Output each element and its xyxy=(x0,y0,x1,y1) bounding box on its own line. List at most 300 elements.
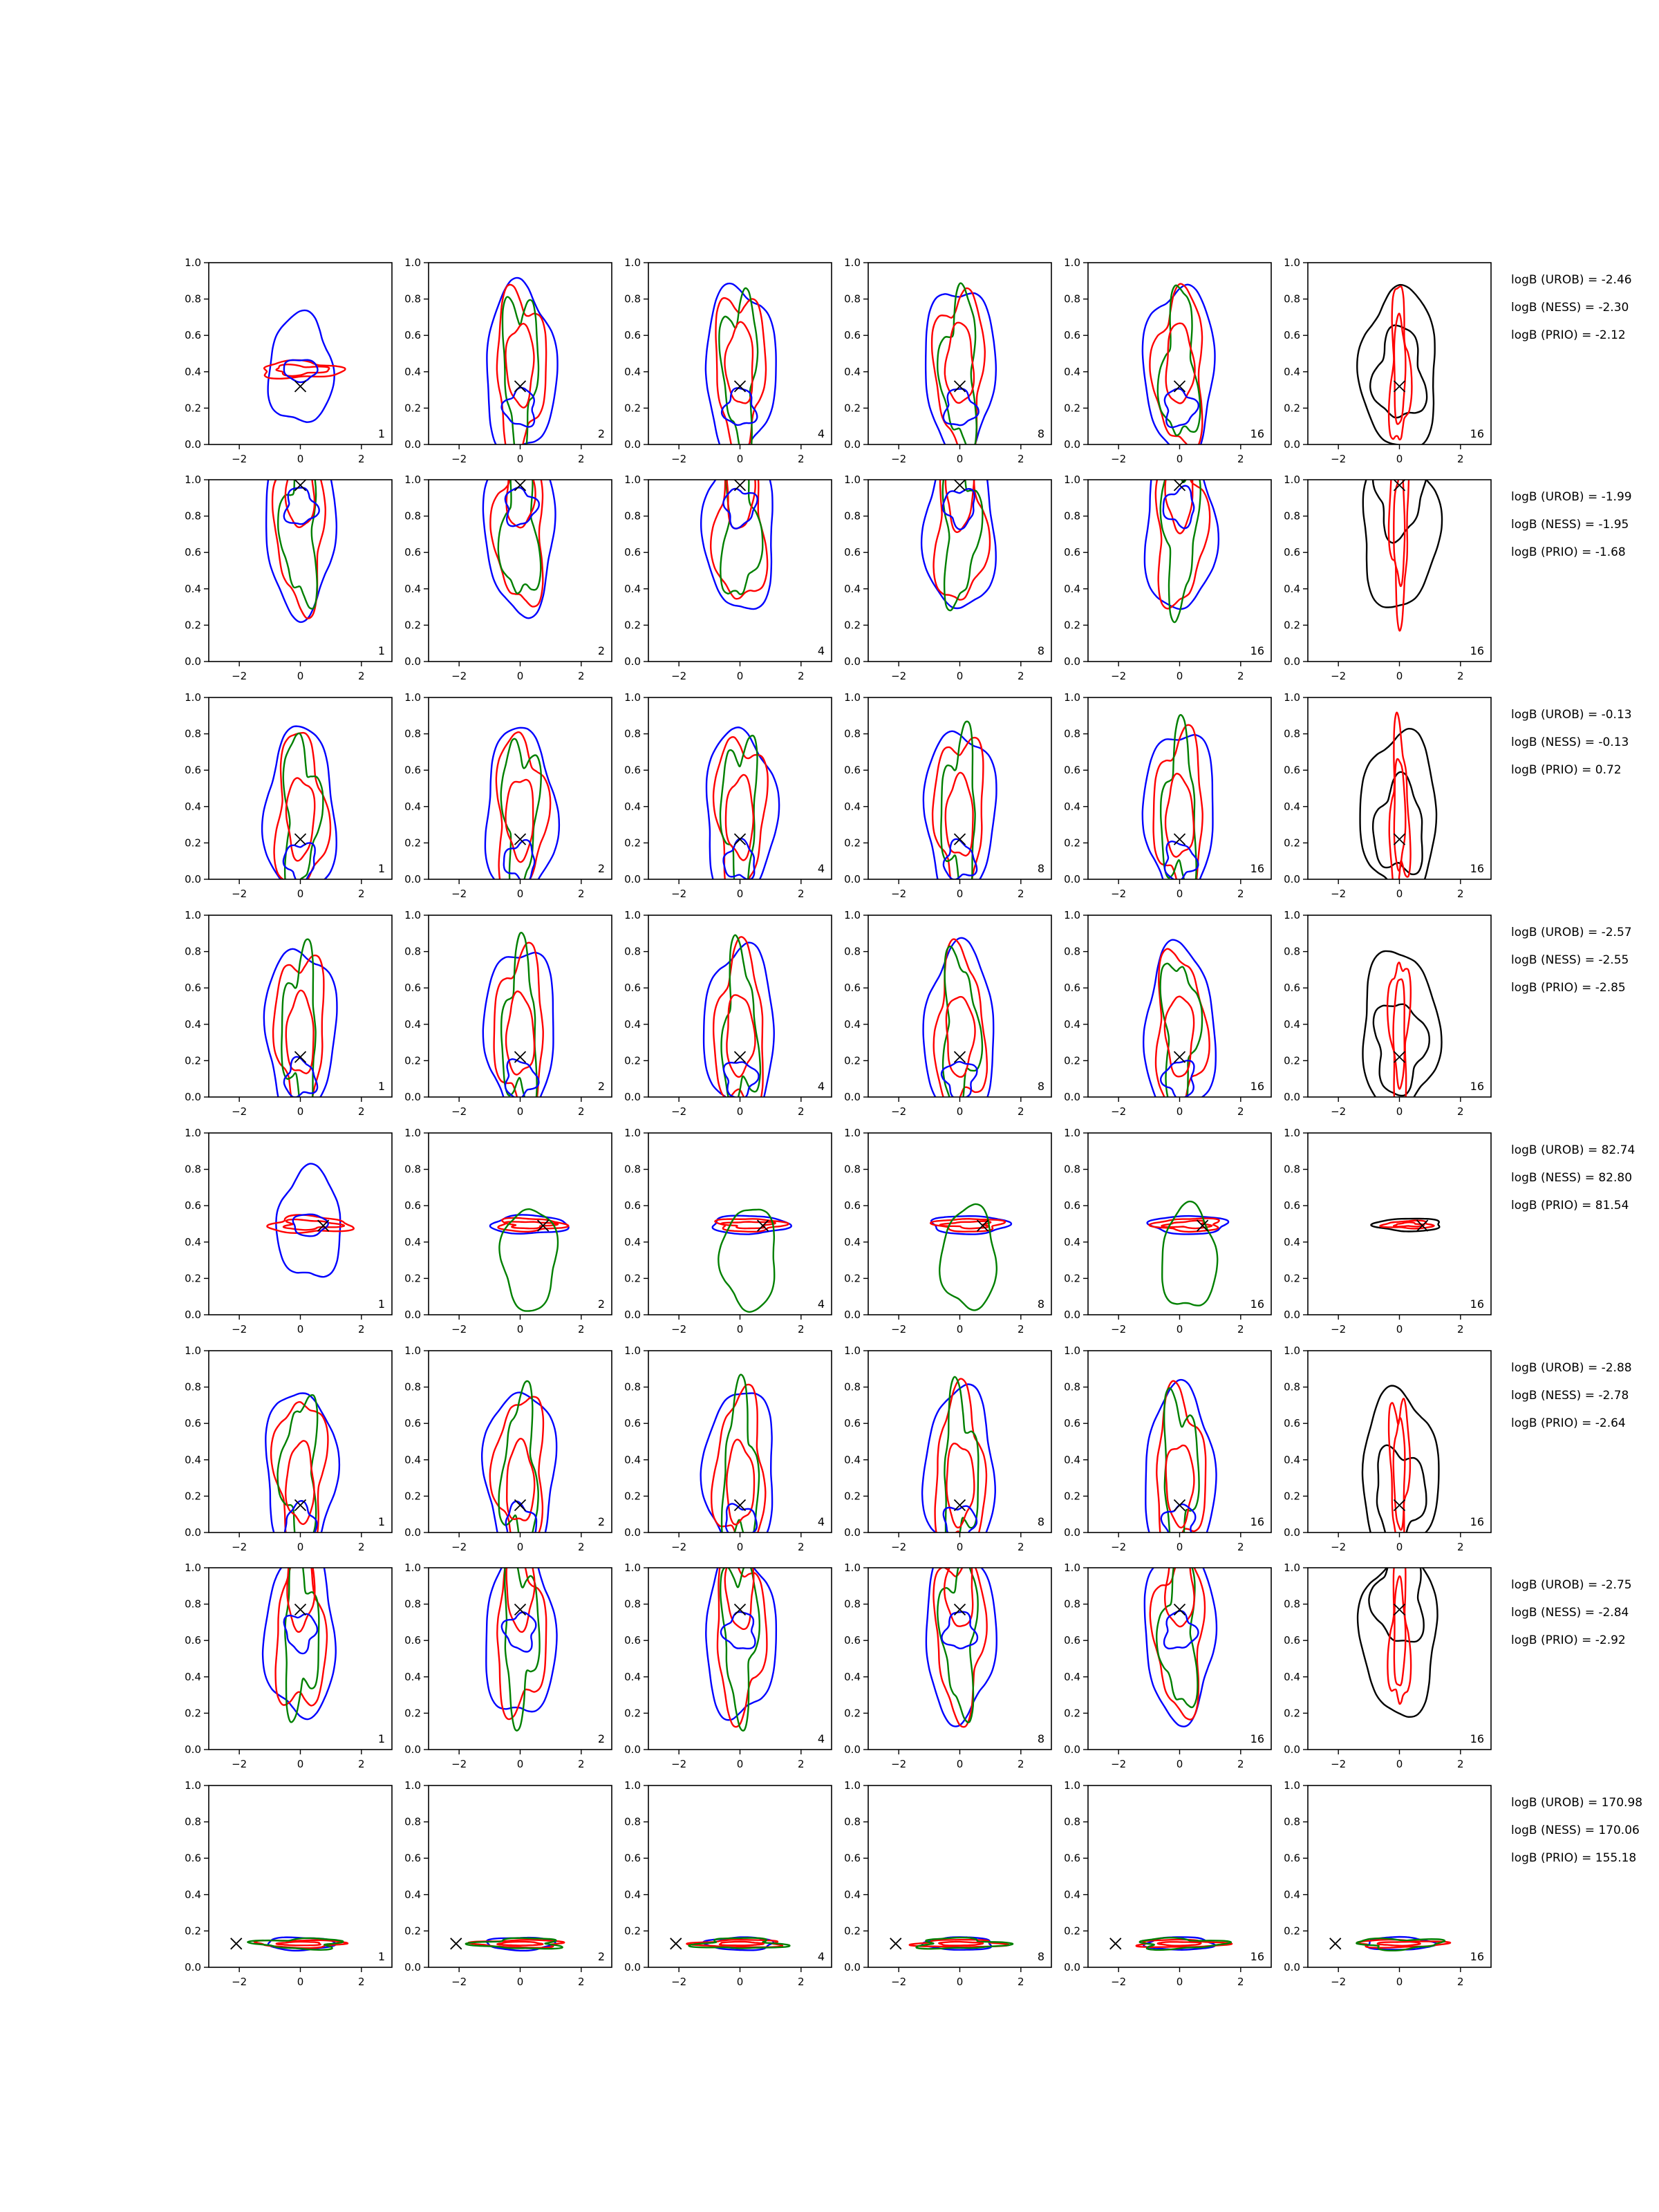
y-tick-label: 0.6 xyxy=(404,982,421,995)
y-tick-label: 0.4 xyxy=(1064,365,1080,378)
y-tick-label: 0.2 xyxy=(185,1272,201,1285)
y-tick-label: 0.6 xyxy=(624,1199,641,1212)
subplot-corner-label: 16 xyxy=(1250,1950,1264,1963)
x-tick-label: 2 xyxy=(358,888,365,900)
logB-annotation: logB (NESS) = 82.80 xyxy=(1511,1171,1633,1185)
y-tick-label: 0.4 xyxy=(1064,1018,1080,1031)
subplot-r8-c4 xyxy=(844,1779,1051,1988)
x-tick-label: 0 xyxy=(956,1105,964,1118)
contour-set xyxy=(1136,1937,1232,1950)
axes-frame xyxy=(209,1568,392,1750)
x-tick-label: −2 xyxy=(891,888,907,900)
y-tick-label: 0.8 xyxy=(404,1815,421,1828)
y-tick-label: 0.8 xyxy=(624,945,641,958)
y-tick-label: 0.2 xyxy=(404,619,421,632)
y-tick-label: 0.2 xyxy=(1284,402,1300,415)
contour-level xyxy=(284,1614,317,1653)
y-tick-label: 0.0 xyxy=(624,1309,641,1321)
y-tick-label: 0.2 xyxy=(844,1490,861,1503)
axes-frame xyxy=(868,263,1051,444)
y-tick-label: 0.2 xyxy=(1064,1924,1080,1938)
x-tick-label: −2 xyxy=(891,1976,907,1988)
y-tick-label: 0.0 xyxy=(844,1091,861,1103)
subplot-r3-c3 xyxy=(624,691,832,912)
y-tick-label: 0.8 xyxy=(1064,945,1080,958)
subplot-r8-c1 xyxy=(185,1779,392,1988)
y-tick-label: 0.2 xyxy=(844,1924,861,1938)
y-tick-label: 0.0 xyxy=(1064,1309,1080,1321)
y-tick-label: 0.6 xyxy=(1064,329,1080,342)
contour-level xyxy=(497,1942,543,1945)
contour-level xyxy=(715,298,766,465)
y-tick-label: 0.6 xyxy=(1064,1852,1080,1865)
x-tick-label: 0 xyxy=(956,1541,964,1553)
contour-set xyxy=(921,440,996,610)
x-tick-label: 0 xyxy=(1176,453,1183,465)
subplot-corner-label: 16 xyxy=(1470,1080,1484,1093)
subplot-r8-c5 xyxy=(1064,1779,1271,1988)
x-tick-label: 0 xyxy=(956,1976,964,1988)
x-tick-label: −2 xyxy=(671,1758,687,1770)
subplot-corner-label: 16 xyxy=(1470,644,1484,657)
x-tick-label: 2 xyxy=(1457,1323,1464,1335)
subplot-r1-c5 xyxy=(1064,256,1271,465)
y-tick-label: 1.0 xyxy=(624,909,641,921)
x-tick-label: −2 xyxy=(1331,1541,1347,1553)
axes-frame xyxy=(1088,480,1271,662)
contour-set xyxy=(264,310,345,422)
y-tick-label: 0.4 xyxy=(185,582,201,595)
x-tick-label: 2 xyxy=(1237,888,1244,900)
y-tick-label: 0.8 xyxy=(185,1815,201,1828)
x-tick-label: 2 xyxy=(358,1976,365,1988)
y-tick-label: 0.2 xyxy=(624,836,641,850)
axes-frame xyxy=(429,480,612,662)
y-tick-label: 0.2 xyxy=(185,1707,201,1720)
subplot-corner-label: 2 xyxy=(597,1297,605,1311)
y-tick-label: 0.2 xyxy=(624,1054,641,1067)
y-tick-label: 0.6 xyxy=(844,1852,861,1865)
y-tick-label: 0.8 xyxy=(624,727,641,740)
y-tick-label: 0.4 xyxy=(1284,1670,1300,1683)
y-tick-label: 1.0 xyxy=(624,256,641,269)
x-tick-label: −2 xyxy=(232,888,247,900)
contour-level xyxy=(485,728,559,895)
y-tick-label: 0.4 xyxy=(185,365,201,378)
contour-set xyxy=(706,727,779,912)
contour-set xyxy=(267,1163,353,1277)
y-tick-label: 1.0 xyxy=(185,909,201,921)
y-tick-label: 0.6 xyxy=(1064,1417,1080,1430)
y-tick-label: 0.8 xyxy=(185,292,201,306)
subplot-corner-label: 4 xyxy=(817,1080,825,1093)
y-tick-label: 0.4 xyxy=(1284,1453,1300,1466)
axes-frame xyxy=(868,1568,1051,1750)
contour-level xyxy=(499,1209,558,1311)
y-tick-label: 0.2 xyxy=(185,1924,201,1938)
contour-set xyxy=(924,938,994,1114)
y-tick-label: 0.6 xyxy=(1064,546,1080,559)
logB-annotation: logB (PRIO) = 0.72 xyxy=(1511,763,1622,777)
y-tick-label: 0.2 xyxy=(404,1707,421,1720)
x-tick-label: 0 xyxy=(297,1541,304,1553)
contour-level xyxy=(274,733,330,885)
contour-level xyxy=(1394,1576,1405,1685)
x-tick-label: 0 xyxy=(1396,1105,1403,1118)
subplot-r7-c5 xyxy=(1064,1546,1271,1770)
y-tick-label: 0.2 xyxy=(1064,1272,1080,1285)
subplot-corner-label: 1 xyxy=(377,1732,385,1745)
y-tick-label: 0.8 xyxy=(1064,292,1080,306)
y-tick-label: 0.0 xyxy=(1064,873,1080,885)
y-tick-label: 1.0 xyxy=(1284,1127,1300,1139)
subplot-corner-label: 8 xyxy=(1037,427,1044,440)
subplot-r4-c2 xyxy=(404,909,612,1125)
x-tick-label: 0 xyxy=(736,888,744,900)
x-tick-label: 2 xyxy=(1457,888,1464,900)
axes-frame xyxy=(1088,697,1271,879)
y-tick-label: 0.6 xyxy=(1284,1199,1300,1212)
x-tick-label: −2 xyxy=(891,1105,907,1118)
y-tick-label: 0.8 xyxy=(624,1597,641,1611)
logB-annotation: logB (UROB) = -1.99 xyxy=(1511,490,1632,504)
x-tick-label: 2 xyxy=(578,1105,585,1118)
contour-level xyxy=(1373,772,1422,874)
axes-frame xyxy=(429,263,612,444)
y-tick-label: 0.2 xyxy=(404,1054,421,1067)
axes-frame xyxy=(209,697,392,879)
x-tick-label: 2 xyxy=(1018,1323,1024,1335)
subplot-corner-label: 8 xyxy=(1037,1515,1044,1528)
y-tick-label: 1.0 xyxy=(1284,256,1300,269)
contour-level xyxy=(283,733,324,897)
subplot-r1-c2 xyxy=(404,256,612,470)
contour-level xyxy=(276,1942,321,1945)
subplot-r1-c3 xyxy=(624,256,832,465)
subplot-corner-label: 8 xyxy=(1037,1297,1044,1311)
y-tick-label: 0.4 xyxy=(844,800,861,813)
logB-annotation: logB (NESS) = -0.13 xyxy=(1511,735,1629,749)
x-tick-label: 2 xyxy=(358,1105,365,1118)
contour-set xyxy=(1362,951,1441,1117)
y-tick-label: 0.0 xyxy=(624,1091,641,1103)
y-tick-label: 0.4 xyxy=(185,1018,201,1031)
y-tick-label: 0.4 xyxy=(404,800,421,813)
contour-level xyxy=(946,1443,974,1528)
x-tick-label: 0 xyxy=(1396,1758,1403,1770)
y-tick-label: 0.8 xyxy=(844,1815,861,1828)
y-tick-label: 0.0 xyxy=(1284,873,1300,885)
true-value-marker xyxy=(955,1604,966,1615)
true-value-marker xyxy=(231,1938,242,1949)
x-tick-label: −2 xyxy=(451,1976,467,1988)
y-tick-label: 1.0 xyxy=(624,1779,641,1792)
y-tick-label: 0.0 xyxy=(1284,1309,1300,1321)
y-tick-label: 0.8 xyxy=(624,1815,641,1828)
y-tick-label: 0.8 xyxy=(1064,1597,1080,1611)
contour-level xyxy=(262,727,337,894)
x-tick-label: 0 xyxy=(1176,1105,1183,1118)
logB-annotation: logB (UROB) = -2.57 xyxy=(1511,926,1632,939)
y-tick-label: 1.0 xyxy=(624,474,641,486)
y-tick-label: 1.0 xyxy=(844,1779,861,1792)
y-tick-label: 0.6 xyxy=(1284,329,1300,342)
y-tick-label: 1.0 xyxy=(185,1127,201,1139)
contour-set xyxy=(1143,284,1215,460)
contour-level xyxy=(501,739,541,908)
x-tick-label: 2 xyxy=(578,1541,585,1553)
x-tick-label: 2 xyxy=(798,1541,805,1553)
y-tick-label: 0.6 xyxy=(185,329,201,342)
contour-set xyxy=(922,1377,995,1562)
axes-frame xyxy=(429,697,612,879)
subplot-r3-c4 xyxy=(844,691,1051,908)
y-tick-label: 0.2 xyxy=(404,1272,421,1285)
subplot-corner-label: 16 xyxy=(1250,427,1264,440)
subplot-r1-c6 xyxy=(1284,256,1491,465)
y-tick-label: 0.0 xyxy=(1284,1743,1300,1756)
x-tick-label: 0 xyxy=(297,888,304,900)
x-tick-label: −2 xyxy=(451,888,467,900)
x-tick-label: −2 xyxy=(1111,1323,1127,1335)
subplot-corner-label: 1 xyxy=(377,427,385,440)
y-tick-label: 0.6 xyxy=(624,546,641,559)
x-tick-label: 0 xyxy=(1396,888,1403,900)
x-tick-label: −2 xyxy=(451,1323,467,1335)
subplot-r7-c1 xyxy=(185,1537,392,1770)
x-tick-label: 2 xyxy=(358,1323,365,1335)
y-tick-label: 0.0 xyxy=(844,438,861,451)
contour-set xyxy=(1147,1201,1228,1306)
y-tick-label: 0.2 xyxy=(1064,836,1080,850)
x-tick-label: 0 xyxy=(516,1976,524,1988)
y-tick-label: 0.2 xyxy=(844,619,861,632)
y-tick-label: 0.8 xyxy=(1284,1380,1300,1394)
y-tick-label: 0.4 xyxy=(404,1018,421,1031)
true-value-marker xyxy=(1394,834,1405,845)
y-tick-label: 1.0 xyxy=(844,256,861,269)
contour-level xyxy=(924,731,997,905)
y-tick-label: 1.0 xyxy=(624,1562,641,1574)
subplot-corner-label: 4 xyxy=(817,1950,825,1963)
y-tick-label: 0.6 xyxy=(1284,546,1300,559)
subplot-r4-c6 xyxy=(1284,909,1491,1118)
y-tick-label: 0.2 xyxy=(1284,1054,1300,1067)
y-tick-label: 0.8 xyxy=(404,509,421,523)
y-tick-label: 0.8 xyxy=(624,1380,641,1394)
y-tick-label: 0.0 xyxy=(1284,1091,1300,1103)
axes-frame xyxy=(209,1133,392,1315)
subplot-r6-c6 xyxy=(1284,1344,1491,1575)
y-tick-label: 1.0 xyxy=(1284,1779,1300,1792)
y-tick-label: 1.0 xyxy=(844,1127,861,1139)
y-tick-label: 0.6 xyxy=(844,764,861,777)
x-tick-label: 2 xyxy=(358,1541,365,1553)
y-tick-label: 0.2 xyxy=(1284,619,1300,632)
y-tick-label: 0.6 xyxy=(624,1417,641,1430)
y-tick-label: 0.4 xyxy=(624,1235,641,1248)
logB-annotation: logB (PRIO) = -2.85 xyxy=(1511,981,1626,995)
y-tick-label: 0.4 xyxy=(1064,1453,1080,1466)
y-tick-label: 0.8 xyxy=(404,1597,421,1611)
contour-level xyxy=(1164,1611,1198,1648)
contour-level xyxy=(939,1942,983,1945)
y-tick-label: 0.6 xyxy=(185,1634,201,1647)
subplot-corner-label: 16 xyxy=(1250,1297,1264,1311)
contour-set xyxy=(1356,1937,1450,1951)
subplot-corner-label: 1 xyxy=(377,1515,385,1528)
contour-set xyxy=(1143,940,1216,1115)
subplot-corner-label: 8 xyxy=(1037,644,1044,657)
x-tick-label: −2 xyxy=(1331,1323,1347,1335)
y-tick-label: 0.2 xyxy=(1064,1490,1080,1503)
subplot-r5-c2 xyxy=(404,1127,612,1335)
contour-set xyxy=(926,1546,997,1727)
x-tick-label: 0 xyxy=(1176,1758,1183,1770)
subplot-r4-c3 xyxy=(624,909,832,1121)
x-tick-label: 0 xyxy=(736,1758,744,1770)
subplot-corner-label: 2 xyxy=(597,1950,605,1963)
y-tick-label: 0.4 xyxy=(185,800,201,813)
y-tick-label: 0.4 xyxy=(1284,582,1300,595)
y-tick-label: 1.0 xyxy=(844,1344,861,1357)
y-tick-label: 0.6 xyxy=(1284,1634,1300,1647)
contour-level xyxy=(941,1062,977,1098)
contour-set xyxy=(482,1381,556,1560)
y-tick-label: 0.0 xyxy=(185,655,201,668)
y-tick-label: 1.0 xyxy=(624,1344,641,1357)
contour-set xyxy=(706,1542,776,1730)
x-tick-label: −2 xyxy=(451,1105,467,1118)
x-tick-label: −2 xyxy=(1111,453,1127,465)
contour-level xyxy=(505,1221,558,1228)
subplot-corner-label: 2 xyxy=(597,1732,605,1745)
subplot-r7-c3 xyxy=(624,1542,832,1770)
y-tick-label: 0.0 xyxy=(1064,438,1080,451)
x-tick-label: 2 xyxy=(578,670,585,682)
subplot-corner-label: 16 xyxy=(1250,644,1264,657)
y-tick-label: 0.4 xyxy=(1064,800,1080,813)
x-tick-label: 0 xyxy=(1396,1323,1403,1335)
subplot-corner-label: 1 xyxy=(377,1950,385,1963)
y-tick-label: 0.2 xyxy=(624,1490,641,1503)
x-tick-label: 0 xyxy=(956,670,964,682)
y-tick-label: 1.0 xyxy=(1064,1127,1080,1139)
y-tick-label: 1.0 xyxy=(1064,1344,1080,1357)
subplot-r6-c5 xyxy=(1064,1344,1271,1570)
y-tick-label: 0.0 xyxy=(1284,438,1300,451)
y-tick-label: 0.0 xyxy=(404,1743,421,1756)
y-tick-label: 0.8 xyxy=(844,727,861,740)
y-tick-label: 0.6 xyxy=(404,764,421,777)
subplot-r6-c2 xyxy=(404,1344,612,1560)
y-tick-label: 1.0 xyxy=(1064,909,1080,921)
logB-annotation: logB (NESS) = -2.55 xyxy=(1511,953,1629,967)
x-tick-label: −2 xyxy=(671,1323,687,1335)
subplot-r7-c6 xyxy=(1284,1548,1491,1770)
subplot-r5-c6 xyxy=(1284,1127,1491,1335)
y-tick-label: 0.2 xyxy=(1284,1707,1300,1720)
x-tick-label: −2 xyxy=(1111,1541,1127,1553)
y-tick-label: 0.2 xyxy=(404,402,421,415)
y-tick-label: 0.0 xyxy=(624,873,641,885)
contour-level xyxy=(1394,759,1405,871)
y-tick-label: 1.0 xyxy=(1284,909,1300,921)
y-tick-label: 0.6 xyxy=(624,764,641,777)
x-tick-label: 0 xyxy=(516,670,524,682)
y-tick-label: 0.8 xyxy=(1284,945,1300,958)
true-value-marker xyxy=(735,1604,746,1615)
x-tick-label: 2 xyxy=(578,453,585,465)
y-tick-label: 0.8 xyxy=(624,1163,641,1176)
y-tick-label: 0.0 xyxy=(404,1309,421,1321)
y-tick-label: 0.0 xyxy=(844,1309,861,1321)
y-tick-label: 1.0 xyxy=(1064,474,1080,486)
x-tick-label: 2 xyxy=(1457,1976,1464,1988)
x-tick-label: 0 xyxy=(736,1323,744,1335)
contour-level xyxy=(946,773,973,856)
y-tick-label: 0.6 xyxy=(185,546,201,559)
y-tick-label: 0.2 xyxy=(624,1924,641,1938)
subplot-r8-c3 xyxy=(624,1779,832,1988)
y-tick-label: 0.6 xyxy=(1064,764,1080,777)
y-tick-label: 1.0 xyxy=(404,1562,421,1574)
axes-frame xyxy=(648,1133,832,1315)
y-tick-label: 1.0 xyxy=(844,474,861,486)
y-tick-label: 1.0 xyxy=(404,1127,421,1139)
x-tick-label: 2 xyxy=(798,453,805,465)
subplot-corner-label: 2 xyxy=(597,1515,605,1528)
contour-set xyxy=(1371,1219,1439,1232)
contour-level xyxy=(287,1548,315,1632)
subplot-corner-label: 16 xyxy=(1470,427,1484,440)
y-tick-label: 0.2 xyxy=(844,836,861,850)
y-tick-label: 0.4 xyxy=(624,1018,641,1031)
y-tick-label: 1.0 xyxy=(404,909,421,921)
contour-level xyxy=(247,1938,343,1950)
y-tick-label: 0.6 xyxy=(404,329,421,342)
x-tick-label: 0 xyxy=(736,1105,744,1118)
x-tick-label: −2 xyxy=(671,888,687,900)
y-tick-label: 0.2 xyxy=(185,1490,201,1503)
contour-set xyxy=(1358,1548,1437,1717)
x-tick-label: 2 xyxy=(798,1323,805,1335)
subplot-corner-label: 4 xyxy=(817,1297,825,1311)
subplot-corner-label: 1 xyxy=(377,644,385,657)
contour-level xyxy=(720,448,762,594)
x-tick-label: 0 xyxy=(297,1323,304,1335)
x-tick-label: −2 xyxy=(671,1976,687,1988)
y-tick-label: 0.0 xyxy=(1064,1961,1080,1974)
x-tick-label: 0 xyxy=(516,1323,524,1335)
true-value-marker xyxy=(735,480,746,491)
logB-annotation: logB (UROB) = 82.74 xyxy=(1511,1143,1635,1157)
x-tick-label: 0 xyxy=(516,453,524,465)
contour-set xyxy=(1143,715,1213,907)
x-tick-label: −2 xyxy=(1111,1758,1127,1770)
subplot-r1-c4 xyxy=(844,256,1051,465)
y-tick-label: 0.6 xyxy=(1284,1852,1300,1865)
x-tick-label: −2 xyxy=(891,1323,907,1335)
y-tick-label: 0.0 xyxy=(185,873,201,885)
true-value-marker xyxy=(515,1500,526,1511)
y-tick-label: 0.6 xyxy=(844,329,861,342)
y-tick-label: 0.8 xyxy=(404,292,421,306)
y-tick-label: 0.0 xyxy=(404,655,421,668)
y-tick-label: 1.0 xyxy=(1284,1562,1300,1574)
y-tick-label: 0.8 xyxy=(844,1597,861,1611)
x-tick-label: 0 xyxy=(1176,888,1183,900)
